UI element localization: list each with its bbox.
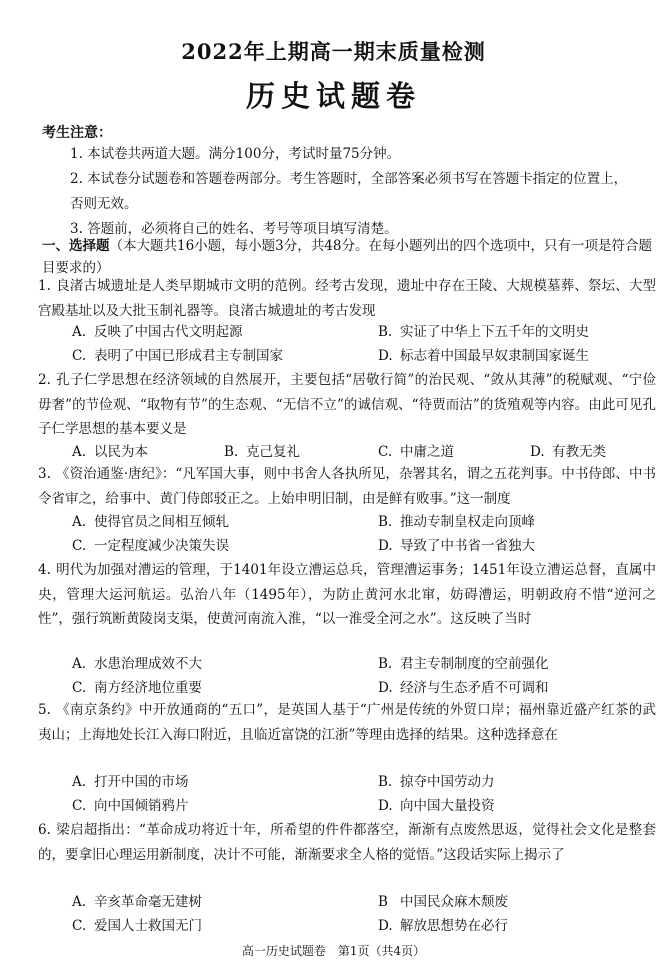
- question-number: 2.: [38, 372, 51, 388]
- option-c[interactable]: C. 一定程度减少决策失误: [72, 538, 229, 554]
- option-d[interactable]: D. 有教无类: [530, 444, 606, 460]
- question-number: 1.: [38, 278, 51, 294]
- question-5: [38, 698, 656, 747]
- option-a[interactable]: A. 辛亥革命毫无建树: [72, 894, 202, 910]
- question-text: 《资治通鉴·唐纪》：“凡军国大事，则中书舍人各执所见，杂署其名，谓之五花判事。中书侍郎、中书令省审之，给事中、黄门侍郎驳正之。上始申明旧制，由是鲜有败事。”这一制度: [38, 466, 656, 507]
- section-header: [42, 235, 656, 279]
- section-label: 一、选择题: [42, 238, 110, 254]
- option-a[interactable]: A. 反映了中国古代文明起源: [72, 324, 243, 340]
- question-text: 孔子仁学思想在经济领域的自然展开，主要包括“居敬行简”的治民观、“敛从其薄”的税赋观、“宁俭毋奢”的节俭观、“取物有节”的生态观、“无信不立”的诚信观、“待贾而沽”的货殖观等内容。由此可见孔子仁学思想的基本要义是: [38, 372, 656, 437]
- option-d[interactable]: D. 向中国大量投资: [378, 798, 495, 814]
- question-number: 4.: [38, 562, 51, 578]
- notice-list: [42, 142, 632, 242]
- question-2: [38, 368, 656, 442]
- question-text: 良渚古城遗址是人类早期城市文明的范例。经考古发现，遗址中存在王陵、大规模墓葬、祭坛、大型宫殿基址以及大批玉制礼器等。良渚古城遗址的考古发现: [38, 278, 656, 319]
- question-6: [38, 818, 656, 867]
- option-d[interactable]: D. 解放思想势在必行: [378, 918, 508, 934]
- question-number: 5.: [38, 702, 51, 718]
- question-4: [38, 558, 656, 632]
- option-a[interactable]: A. 打开中国的市场: [72, 774, 189, 790]
- notice-item: 1. 本试卷共两道大题。满分100分，考试时量75分钟。: [70, 146, 401, 162]
- option-d[interactable]: D. 标志着中国最早奴隶制国家诞生: [378, 348, 589, 364]
- notice-heading: 考生注意：: [42, 125, 112, 141]
- question-text: 《南京条约》中开放通商的“五口”，是英国人基于“广州是传统的外贸口岸；福州靠近盛产红茶的武夷山；上海地处长江入海口附近，且临近富饶的江浙”等理由选择的结果。这种选择意在: [38, 702, 656, 743]
- option-a[interactable]: A. 以民为本: [72, 444, 148, 460]
- option-a[interactable]: A. 使得官员之间相互倾轧: [72, 514, 229, 530]
- question-3: [38, 462, 656, 511]
- option-b[interactable]: B. 推动专制皇权走向顶峰: [378, 514, 535, 530]
- option-d[interactable]: D. 导致了中书省一省独大: [378, 538, 535, 554]
- notice-item: 3. 答题前，必须将自己的姓名、考号等项目填写清楚。: [70, 221, 398, 237]
- question-text: 梁启超指出：“革命成功将近十年，所希望的件件都落空，渐渐有点废然思返，觉得社会文化是整套的，要拿旧心理运用新制度，决计不可能，渐渐要求全人格的觉悟。”这段话实际上揭示了: [38, 822, 656, 863]
- option-a[interactable]: A. 水患治理成效不大: [72, 656, 202, 672]
- question-1: [38, 274, 656, 323]
- question-number: 3.: [38, 466, 51, 482]
- exam-subtitle: 历史试题卷: [245, 79, 421, 113]
- option-c[interactable]: C. 向中国倾销鸦片: [72, 798, 189, 814]
- option-d[interactable]: D. 经济与生态矛盾不可调和: [378, 680, 549, 696]
- option-b[interactable]: B. 实证了中华上下五千年的文明史: [378, 324, 589, 340]
- option-b[interactable]: B. 克己复礼: [224, 444, 300, 460]
- question-number: 6.: [38, 822, 51, 838]
- option-b[interactable]: B 中国民众麻木颓废: [378, 894, 508, 910]
- option-c[interactable]: C. 表明了中国已形成君主专制国家: [72, 348, 283, 364]
- exam-title: 2022年上期高一期末质量检测: [181, 39, 486, 64]
- notice-item: 2. 本试卷分试题卷和答题卷两部分。考生答题时，全部答案必须书写在答题卡指定的位置上，否则无效。: [70, 171, 628, 212]
- option-b[interactable]: B. 掠夺中国劳动力: [378, 774, 495, 790]
- option-c[interactable]: C. 南方经济地位重要: [72, 680, 202, 696]
- option-b[interactable]: B. 君主专制制度的空前强化: [378, 656, 549, 672]
- page-footer: 高一历史试题卷 第1页（共4页）: [241, 944, 426, 958]
- option-c[interactable]: C. 爱国人士救国无门: [72, 918, 202, 934]
- question-text: 明代为加强对漕运的管理，于1401年设立漕运总兵，管理漕运事务；1451年设立漕运总督，直属中央，管理大运河航运。弘治八年（1495年），为防止黄河水北窜，妨碍漕运，明朝政府不惜“逆河之性”，强行筑断黄陵岗支渠，使黄河南流入淮，“以一淮受全河之水”。这反映了当时: [38, 562, 656, 627]
- option-c[interactable]: C. 中庸之道: [378, 444, 454, 460]
- section-desc: （本大题共16小题，每小题3分，共48分。在每小题列出的四个选项中，只有一项是符合题目要求的）: [42, 238, 652, 276]
